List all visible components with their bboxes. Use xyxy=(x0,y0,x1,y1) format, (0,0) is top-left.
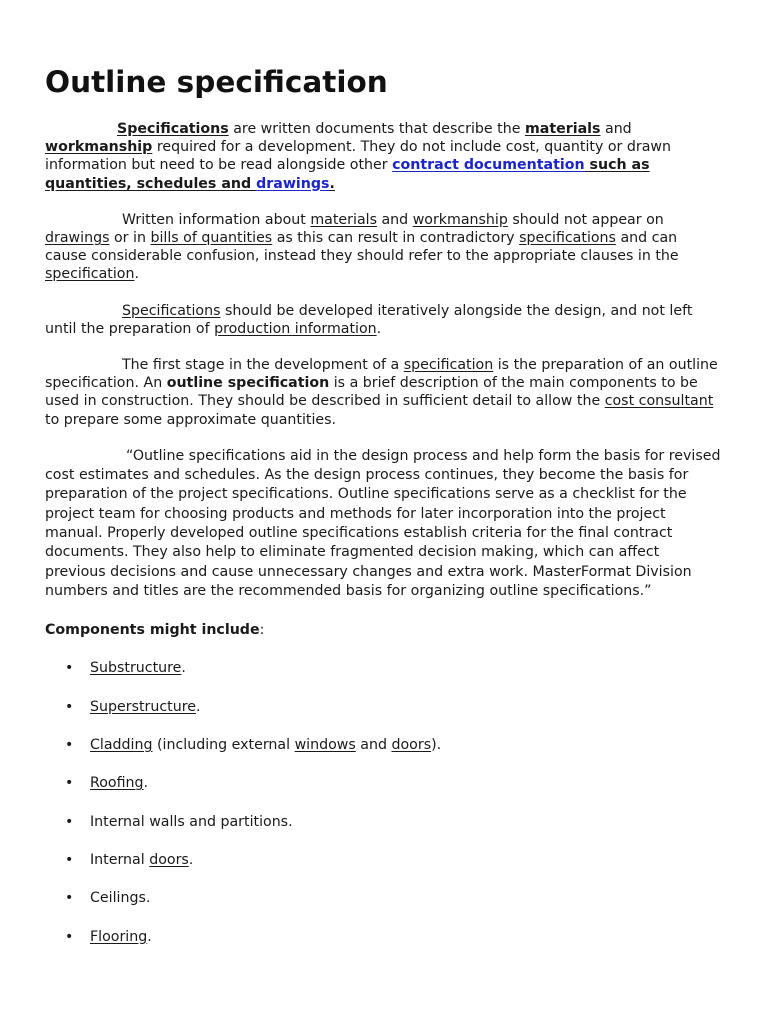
quote-text: “Outline specifications aid in the design process and help form the basis for revised cost estimates and schedules. As the design process continues, they become the basis for preparation of the project specifications. Outline specifications serve as a checklist for the project team for choosing products and methods for later incorporation into the project manual. Properly developed outline specifications establish criteria for the final contract documents. They also help to eliminate fragmented decision making, which can affect previous decisions and cause unnecessary changes and extra work. MasterFormat Division numbers and titles are the recommended basis for organizing outline specifications.” xyxy=(45,447,721,599)
bullet-icon: • xyxy=(65,928,74,945)
list-item xyxy=(45,813,723,831)
paragraph-first-stage: The first stage in the development of a specification is the preparation of an outline specification. An outline specification is a brief description of the main components to be used in construction. They should be described in sufficient detail to allow the cost consultant to prepare some approximate quantities. xyxy=(45,357,718,428)
link-contract-documentation[interactable]: contract documentation xyxy=(392,157,585,174)
link-workmanship[interactable]: workmanship xyxy=(45,139,153,156)
components-heading: Components might include: xyxy=(45,622,265,639)
bullet-icon: • xyxy=(65,737,74,754)
link-workmanship-2[interactable]: workmanship xyxy=(412,211,508,228)
paragraph-specifications-intro: Specifications are written documents that describe the materials and workmanship required for a development. They do not include cost, quantity or drawn information but need to be read alongside other contract documentation such as quantities, schedules and drawings. xyxy=(45,121,672,192)
link-materials-2[interactable]: materials xyxy=(310,211,377,228)
link-cladding[interactable]: Cladding xyxy=(90,737,153,754)
bullet-icon: • xyxy=(65,813,74,830)
paragraph-iterative-development: Specifications should be developed iteratively alongside the design, and not left until the preparation of production information. xyxy=(45,302,693,337)
link-materials[interactable]: materials xyxy=(524,121,601,137)
link-superstructure[interactable]: Superstructure xyxy=(90,698,196,715)
bullet-icon: • xyxy=(65,775,74,792)
item-internal-walls: Internal walls and partitions. xyxy=(90,813,293,830)
bullet-icon: • xyxy=(65,851,74,868)
link-drawings[interactable]: drawings xyxy=(256,175,330,192)
bullet-icon: • xyxy=(65,890,74,907)
components-list xyxy=(45,659,723,945)
link-cost-consultant[interactable]: cost consultant xyxy=(604,393,714,410)
link-specification-2[interactable]: specification xyxy=(403,357,494,374)
link-drawings-2[interactable]: drawings xyxy=(45,230,110,247)
link-internal-doors[interactable]: doors xyxy=(149,851,189,868)
list-item: • Superstructure. xyxy=(65,698,201,715)
list-item: • Cladding (including external windows and doors). xyxy=(65,737,442,754)
term-outline-specification: outline specification xyxy=(166,375,330,392)
list-item: • Roofing. xyxy=(65,775,149,792)
link-flooring[interactable]: Flooring xyxy=(90,928,148,945)
link-quantities-schedules[interactable]: such as quantities, schedules and xyxy=(45,157,650,192)
link-substructure[interactable]: Substructure xyxy=(90,660,182,677)
list-item: • Internal doors. xyxy=(65,851,194,868)
link-specifications-2[interactable]: specifications xyxy=(519,230,616,247)
list-item: • Substructure. xyxy=(65,660,186,677)
bullet-icon: • xyxy=(65,698,74,715)
block-quote xyxy=(45,447,723,601)
list-item xyxy=(45,889,723,907)
link-bills-of-quantities[interactable]: bills of quantities xyxy=(150,230,273,247)
link-windows[interactable]: windows xyxy=(294,737,356,754)
page-title: Outline specification xyxy=(45,65,388,99)
list-item: • Flooring. xyxy=(65,928,152,945)
link-specifications[interactable]: Specifications xyxy=(117,121,229,137)
link-specifications-3[interactable]: Specifications xyxy=(122,302,221,319)
link-production-information[interactable]: production information xyxy=(214,320,377,337)
bullet-icon: • xyxy=(65,660,74,677)
link-roofing[interactable]: Roofing xyxy=(90,775,144,792)
item-ceilings: Ceilings. xyxy=(90,890,151,907)
link-specification[interactable]: specification xyxy=(45,266,135,283)
paragraph-written-information: Written information about materials and workmanship should not appear on drawings or in bills of quantities as this can result in contradictory specifications and can cause considerable confusion, instead they should refer to the appropriate clauses in the specification. xyxy=(45,211,679,283)
link-doors[interactable]: doors xyxy=(391,737,432,754)
